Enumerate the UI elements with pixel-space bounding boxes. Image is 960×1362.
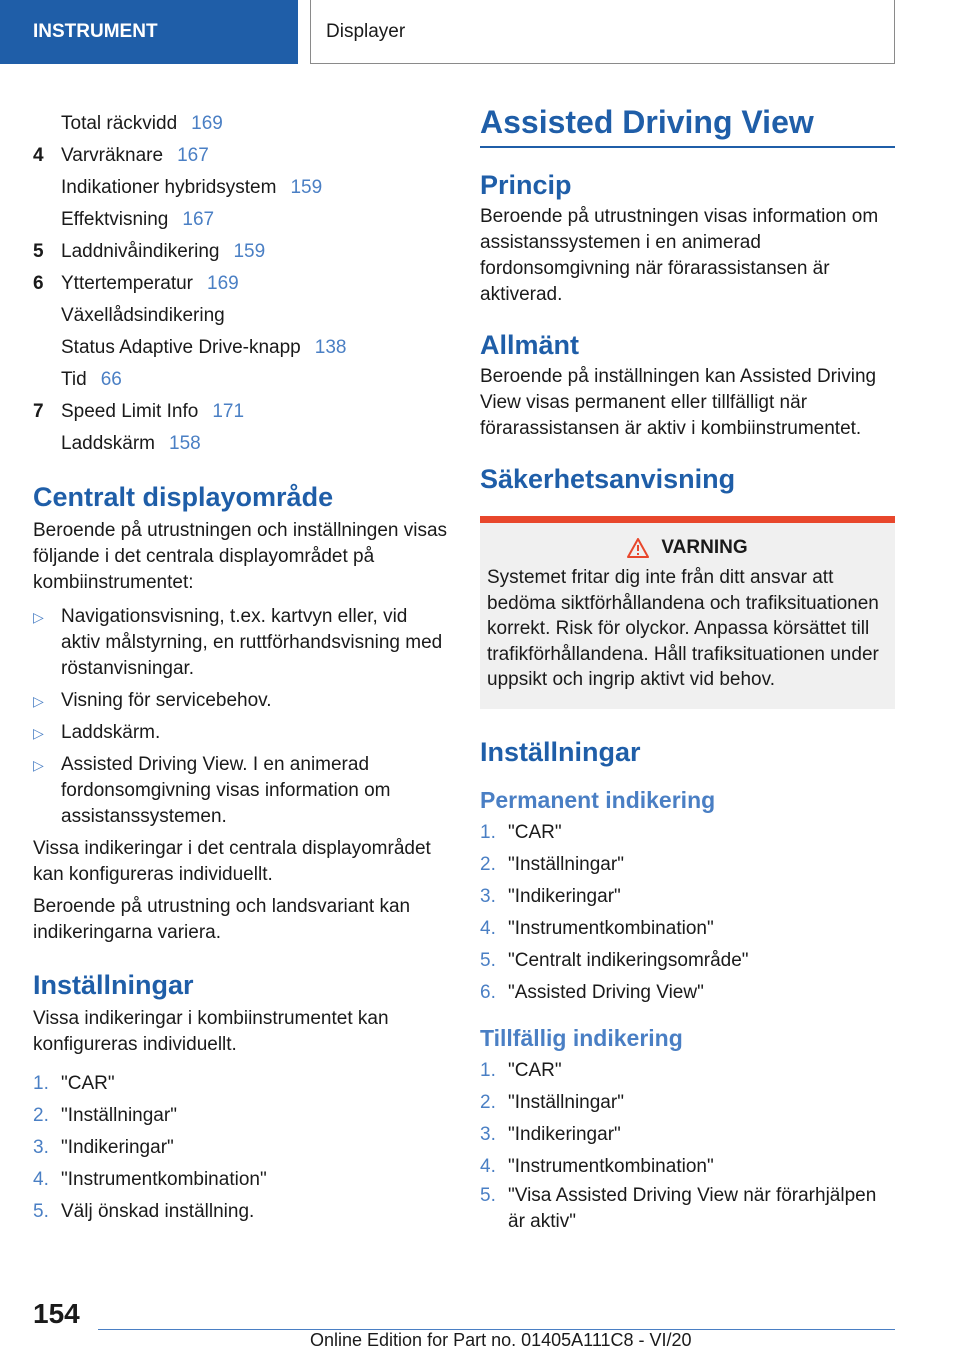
toc-row xyxy=(33,396,448,428)
step-text: "CAR" xyxy=(61,1073,115,1094)
settings-step xyxy=(33,1164,448,1196)
bullet-text: Navigationsvisning, t.ex. kartvyn eller, vid aktiv målstyrning, en ruttförhandsvisning med röstanvisningar. xyxy=(61,606,443,679)
temp-step xyxy=(480,1087,895,1119)
toc-text: Varvräknare xyxy=(61,145,164,166)
toc-page-link[interactable]: 171 xyxy=(212,401,245,422)
temp-step xyxy=(480,1151,895,1183)
toc-page-link[interactable]: 138 xyxy=(314,337,347,358)
step-number: 2. xyxy=(33,1105,49,1126)
step-number: 6. xyxy=(480,981,496,1003)
step-text: "Inställningar" xyxy=(508,853,624,875)
toc-row xyxy=(33,140,448,172)
step-number: 5. xyxy=(33,1201,49,1222)
temp-step xyxy=(480,1055,895,1087)
footer-edition: Online Edition for Part no. 01405A111C8 - VI/20 xyxy=(310,1330,692,1350)
warning-label: VARNING xyxy=(661,537,748,558)
princip-text: Beroende på utrustningen visas information om assistanssystemen i en animerad fordonsomgivning när förarassistansen är aktiverad. xyxy=(480,206,879,305)
step-number: 1. xyxy=(480,1059,496,1081)
step-number: 5. xyxy=(480,949,496,971)
central-para1: Vissa indikeringar i det centrala displayområdet kan konfigureras individuellt. xyxy=(33,838,431,885)
toc-row xyxy=(33,108,448,140)
perm-step xyxy=(480,945,895,977)
step-text: "CAR" xyxy=(508,821,562,843)
toc-row xyxy=(33,364,448,396)
step-text: "CAR" xyxy=(508,1059,562,1081)
settings-step xyxy=(33,1100,448,1132)
safety-heading: Säkerhetsanvisning xyxy=(480,464,736,494)
perm-steps xyxy=(480,817,895,1009)
toc-text: Laddnivåindikering xyxy=(61,241,220,262)
settings-left-steps xyxy=(33,1068,448,1228)
toc-text: Status Adaptive Drive-knapp xyxy=(61,337,301,358)
central-heading: Centralt displayområde xyxy=(33,482,334,512)
right-column xyxy=(480,102,895,1235)
bullet-item xyxy=(33,752,448,830)
chapter-title: Displayer xyxy=(326,20,406,42)
toc-page-link[interactable]: 159 xyxy=(290,177,323,198)
perm-step xyxy=(480,881,895,913)
triangle-bullet-icon: ▷ xyxy=(33,757,44,773)
section-label: INSTRUMENT xyxy=(33,21,158,42)
toc-row xyxy=(33,268,448,300)
settings-left-intro: Vissa indikeringar i kombiinstrumentet kan konfigureras individuellt. xyxy=(33,1008,389,1055)
settings-step xyxy=(33,1196,448,1228)
step-text: "Instrumentkombination" xyxy=(508,1155,714,1177)
step-number: 2. xyxy=(480,1091,496,1113)
toc-row xyxy=(33,300,448,332)
step-number: 5. xyxy=(480,1184,496,1206)
step-number: 3. xyxy=(480,885,496,907)
toc-page-link[interactable]: 159 xyxy=(233,241,266,262)
left-column xyxy=(33,108,448,1228)
toc-row xyxy=(33,236,448,268)
perm-step xyxy=(480,849,895,881)
bullet-item xyxy=(33,604,448,682)
toc-page-link[interactable]: 167 xyxy=(182,209,215,230)
step-number: 4. xyxy=(480,917,496,939)
step-text: "Indikeringar" xyxy=(508,1123,621,1145)
triangle-bullet-icon: ▷ xyxy=(33,725,44,741)
warning-box xyxy=(480,516,895,709)
section-tab xyxy=(0,0,298,64)
step-number: 2. xyxy=(480,853,496,875)
adv-title: Assisted Driving View xyxy=(480,104,814,140)
central-para2: Beroende på utrustning och landsvariant kan indikeringarna variera. xyxy=(33,896,411,943)
step-text: "Inställningar" xyxy=(61,1105,177,1126)
temp-step xyxy=(480,1183,895,1235)
warning-header xyxy=(487,537,888,559)
step-text: "Instrumentkombination" xyxy=(508,917,714,939)
page-number: 154 xyxy=(33,1298,80,1329)
step-text: "Instrumentkombination" xyxy=(61,1169,267,1190)
step-text: "Centralt indikeringsområde" xyxy=(508,949,749,971)
chapter-title-box xyxy=(310,0,895,64)
toc-text: Växellådsindikering xyxy=(61,305,225,326)
toc-number: 6 xyxy=(33,273,44,294)
toc-page-link[interactable]: 158 xyxy=(169,433,201,454)
settings-step xyxy=(33,1068,448,1100)
toc-page-link[interactable]: 169 xyxy=(191,113,223,134)
perm-step xyxy=(480,913,895,945)
toc-page-link[interactable]: 167 xyxy=(177,145,209,166)
toc-text: Laddskärm xyxy=(61,433,155,454)
allmant-text: Beroende på inställningen kan Assisted Driving View visas permanent eller tillfälligt när förarassistansen är aktiv i kombiinstrumentet. xyxy=(480,366,877,439)
settings-right-heading: Inställningar xyxy=(480,736,641,767)
bullet-item xyxy=(33,688,448,714)
perm-heading: Permanent indikering xyxy=(480,786,716,813)
bullet-text: Laddskärm. xyxy=(61,722,161,743)
temp-steps xyxy=(480,1055,895,1235)
central-bullets xyxy=(33,604,448,830)
perm-step xyxy=(480,977,895,1009)
toc-page-link[interactable]: 169 xyxy=(207,273,239,294)
warning-icon xyxy=(627,538,649,558)
triangle-bullet-icon: ▷ xyxy=(33,693,44,709)
step-number: 4. xyxy=(33,1169,49,1190)
toc-text: Total räckvidd xyxy=(61,113,178,134)
toc-text: Tid xyxy=(61,369,87,390)
toc-page-link[interactable]: 66 xyxy=(100,369,122,390)
adv-title-rule xyxy=(480,102,895,148)
step-number: 1. xyxy=(33,1073,49,1094)
allmant-heading: Allmänt xyxy=(480,330,580,360)
toc-row xyxy=(33,332,448,364)
step-number: 3. xyxy=(33,1137,49,1158)
temp-step xyxy=(480,1119,895,1151)
toc-row xyxy=(33,204,448,236)
toc-text: Indikationer hybridsystem xyxy=(61,177,277,198)
toc-list xyxy=(33,108,448,460)
toc-text: Speed Limit Info xyxy=(61,401,199,422)
toc-text: Yttertemperatur xyxy=(61,273,193,294)
perm-step xyxy=(480,817,895,849)
step-number: 3. xyxy=(480,1123,496,1145)
warning-text: Systemet fritar dig inte från ditt ansvar att bedöma siktförhållandena och trafiksituationen korrekt. Risk för olyckor. Anpassa körsättet till trafikförhållandena. Håll trafiksituationen under uppsikt och ingrip aktivt vid behov. xyxy=(487,567,879,690)
step-text: "Indikeringar" xyxy=(61,1137,174,1158)
settings-step xyxy=(33,1132,448,1164)
toc-row xyxy=(33,172,448,204)
toc-number: 7 xyxy=(33,401,44,422)
toc-number: 5 xyxy=(33,241,44,262)
step-text: "Assisted Driving View" xyxy=(508,981,704,1003)
triangle-bullet-icon: ▷ xyxy=(33,609,44,625)
step-text: Välj önskad inställning. xyxy=(61,1201,255,1222)
toc-text: Effektvisning xyxy=(61,209,169,230)
temp-heading: Tillfällig indikering xyxy=(480,1024,683,1051)
step-text: "Indikeringar" xyxy=(508,885,621,907)
toc-number: 4 xyxy=(33,145,44,166)
settings-left-heading: Inställningar xyxy=(33,970,194,1000)
step-number: 4. xyxy=(480,1155,496,1177)
step-text: "Visa Assisted Driving View när förarhjälpen är aktiv" xyxy=(508,1184,877,1232)
step-text: "Inställningar" xyxy=(508,1091,624,1113)
step-number: 1. xyxy=(480,821,496,843)
bullet-item xyxy=(33,720,448,746)
princip-heading: Princip xyxy=(480,170,572,200)
bullet-text: Assisted Driving View. I en animerad fordonsomgivning visas information om assistanssystemen. xyxy=(61,754,391,827)
central-intro: Beroende på utrustningen och inställningen visas följande i det centrala displayområdet på kombiinstrumentet: xyxy=(33,520,448,593)
bullet-text: Visning för servicebehov. xyxy=(61,690,272,711)
toc-row xyxy=(33,428,448,460)
